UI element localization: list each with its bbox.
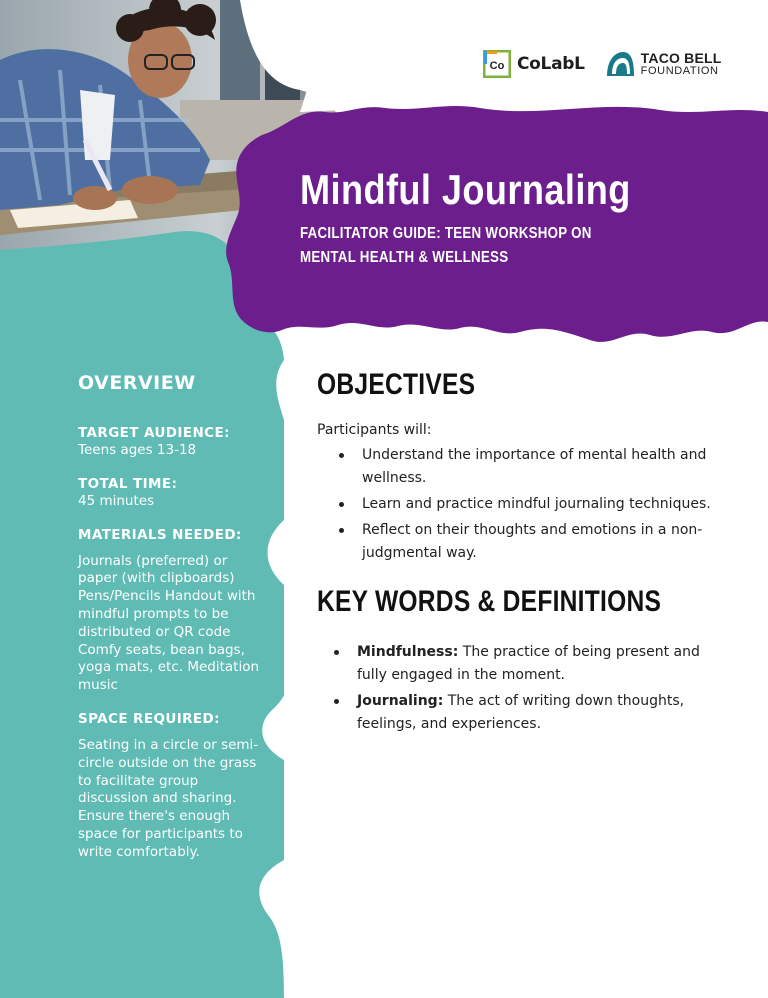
overview-item <box>78 710 263 862</box>
overview-item <box>78 526 263 695</box>
taco-bell-foundation-logo[interactable] <box>605 50 722 78</box>
list-item: Reflect on their thoughts and emotions in a non-judgmental way. <box>317 519 717 565</box>
overview-label: TOTAL TIME: <box>78 475 178 492</box>
keywords-list <box>317 641 717 736</box>
overview-label: TARGET AUDIENCE: <box>78 425 230 441</box>
taco-bell-bell-icon <box>605 50 635 78</box>
list-item <box>317 641 717 687</box>
overview-label: SPACE REQUIRED: <box>78 710 220 727</box>
svg-text:Co: Co <box>489 60 505 72</box>
keyword-term: Journaling: <box>357 693 444 709</box>
objectives-intro: Participants will: <box>317 422 432 438</box>
taco-bell-line2: FOUNDATION <box>640 65 719 77</box>
objectives-list <box>317 444 717 565</box>
overview-text: 45 minutes <box>78 492 155 509</box>
overview-label: MATERIALS NEEDED: <box>78 526 242 543</box>
keyword-definition: The act of writing down thoughts, feelings, and experiences. <box>357 693 685 732</box>
partner-logos <box>483 50 722 78</box>
page-subtitle: FACILITATOR GUIDE: TEEN WORKSHOP ON MENTAL HEALTH & WELLNESS <box>300 225 592 266</box>
overview-text: Teens ages 13-18 <box>78 442 197 458</box>
overview-text: Seating in a circle or semi-circle outside on the grass to facilitate group discussion and sharing. Ensure there's enough space for participants to write comfortably. <box>78 736 259 860</box>
list-item: Learn and practice mindful journaling techniques. <box>317 493 717 516</box>
overview-text: Journals (preferred) or paper (with clipboards) Pens/Pencils Handout with mindful prompts to be distributed or QR code Comfy seats, bean bags, yoga mats, etc. Meditation music <box>78 552 260 694</box>
objectives-heading: OBJECTIVES <box>317 368 476 401</box>
overview-heading: OVERVIEW <box>78 372 196 394</box>
colabl-wordmark: CoLabL <box>517 54 585 74</box>
page-title: Mindful Journaling <box>300 166 631 213</box>
overview-item <box>78 424 263 460</box>
main-content <box>317 368 717 739</box>
keywords-heading: KEY WORDS & DEFINITIONS <box>317 585 662 618</box>
colabl-mark-icon <box>483 50 511 78</box>
overview-item <box>78 475 263 511</box>
overview-panel <box>78 372 263 877</box>
keyword-term: Mindfulness: <box>357 644 459 660</box>
list-item <box>317 690 717 736</box>
taco-bell-line1: TACO BELL <box>640 50 722 66</box>
list-item: Understand the importance of mental health and wellness. <box>317 444 717 490</box>
keyword-definition: The practice of being present and fully engaged in the moment. <box>357 644 700 683</box>
colabl-logo[interactable] <box>483 50 585 78</box>
